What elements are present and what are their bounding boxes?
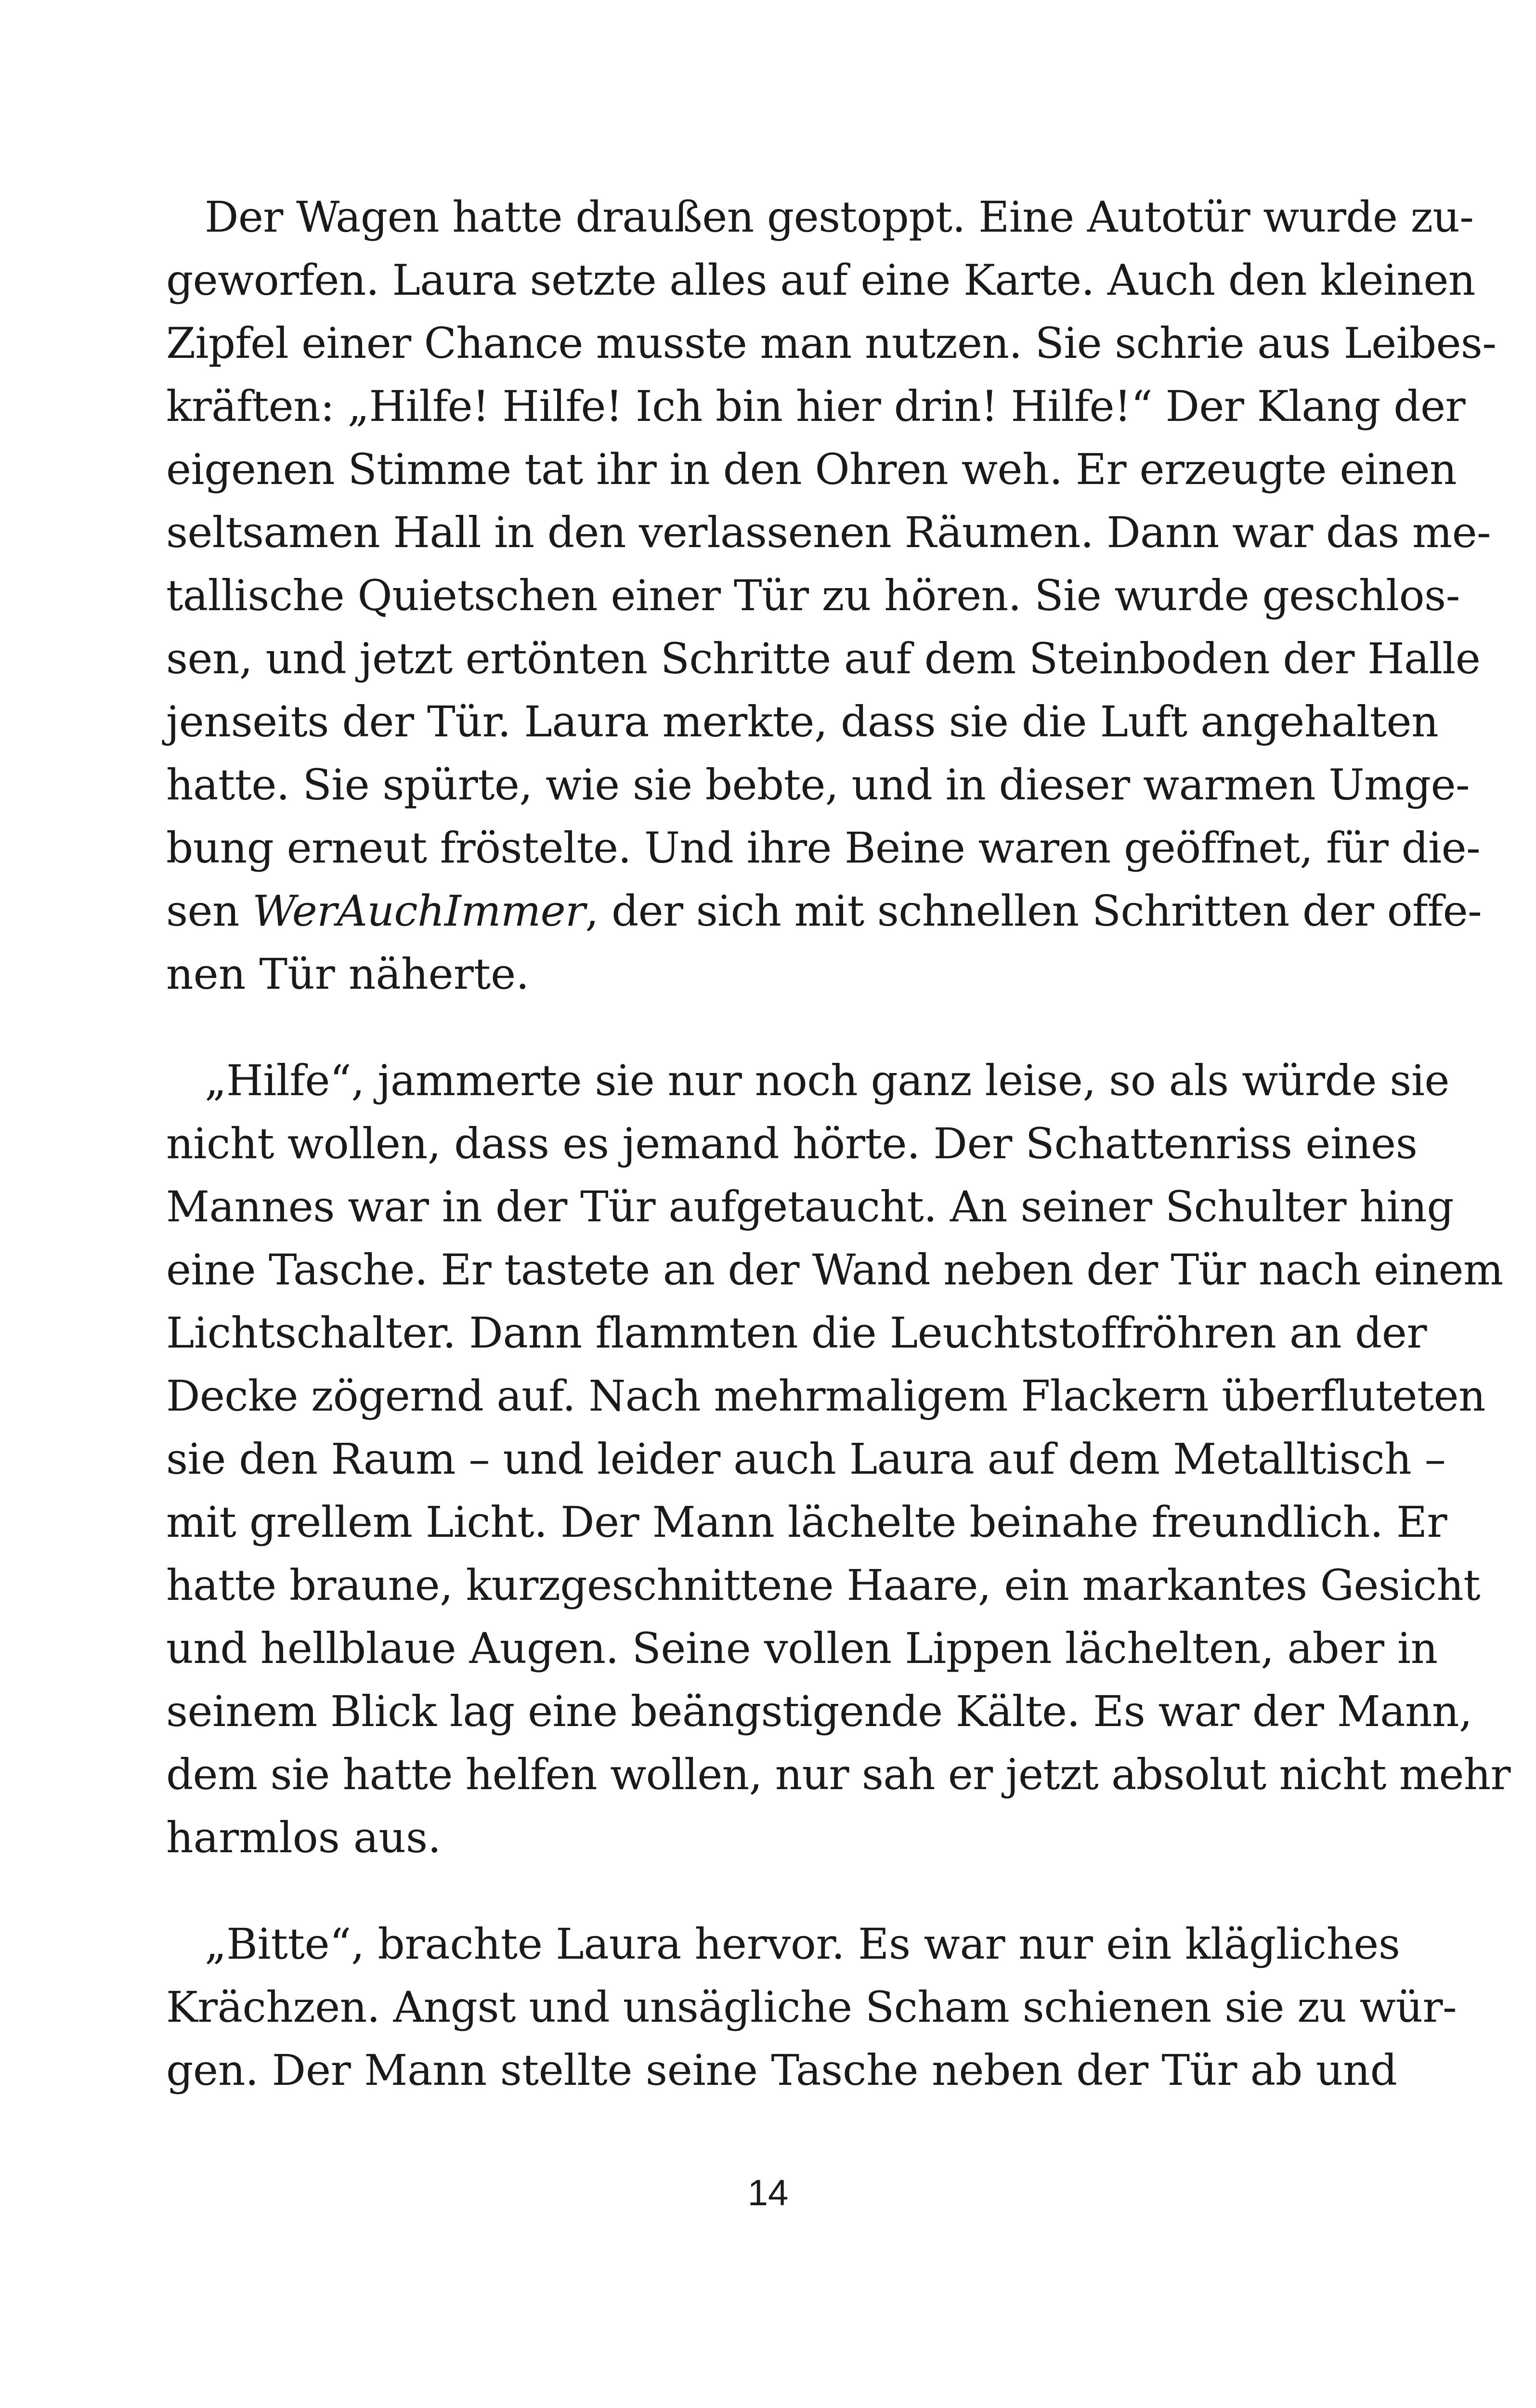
text-line: bung erneut fröstelte. Und ihre Beine waren geöffnet, für die- bbox=[166, 823, 1481, 873]
text-line: nen Tür näherte. bbox=[166, 949, 530, 999]
text-line bbox=[166, 879, 1482, 942]
text-line: nicht wollen, dass es jemand hörte. Der Schattenriss eines bbox=[166, 1119, 1418, 1168]
text-line: eine Tasche. Er tastete an der Wand neben der Tür nach einem bbox=[166, 1245, 1503, 1295]
text-line: mit grellem Licht. Der Mann lächelte beinahe freundlich. Er bbox=[166, 1497, 1447, 1547]
text-line: geworfen. Laura setzte alles auf eine Karte. Auch den kleinen bbox=[166, 255, 1475, 305]
paragraph-2 bbox=[166, 1049, 1510, 1869]
italic-name: WerAuchImmer bbox=[252, 886, 586, 936]
paragraph-3 bbox=[166, 1912, 1457, 2102]
text-line: gen. Der Mann stellte seine Tasche neben der Tür ab und bbox=[166, 2045, 1397, 2095]
text-line: jenseits der Tür. Laura merkte, dass sie die Luft angehalten bbox=[166, 697, 1439, 746]
text-line: seinem Blick lag eine beängstigende Kälte. Es war der Mann, bbox=[166, 1687, 1472, 1736]
text-line: sen, und jetzt ertönten Schritte auf dem Steinboden der Halle bbox=[166, 634, 1481, 683]
body-text bbox=[166, 185, 1510, 2145]
text-fragment: sen bbox=[166, 886, 253, 936]
text-line: und hellblaue Augen. Seine vollen Lippen lächelten, aber in bbox=[166, 1623, 1438, 1673]
text-fragment: , der sich mit schnellen Schritten der offe- bbox=[585, 886, 1482, 936]
text-line: Lichtschalter. Dann flammten die Leuchtstoffröhren an der bbox=[166, 1308, 1427, 1358]
text-line: Der Wagen hatte draußen gestoppt. Eine Autotür wurde zu- bbox=[205, 192, 1474, 242]
text-line: seltsamen Hall in den verlassenen Räumen. Dann war das me- bbox=[166, 508, 1491, 557]
text-line: kräften: „Hilfe! Hilfe! Ich bin hier drin! Hilfe!“ Der Klang der bbox=[166, 381, 1465, 431]
page-number: 14 bbox=[747, 2172, 789, 2213]
text-line: sie den Raum – und leider auch Laura auf dem Metalltisch – bbox=[166, 1434, 1446, 1484]
text-line: „Bitte“, brachte Laura hervor. Es war nur ein klägliches bbox=[205, 1919, 1400, 1969]
paragraph-1 bbox=[166, 185, 1497, 1006]
text-line: hatte braune, kurzgeschnittene Haare, ein markantes Gesicht bbox=[166, 1560, 1480, 1610]
text-line: hatte. Sie spürte, wie sie bebte, und in dieser warmen Umge- bbox=[166, 760, 1470, 810]
text-line: eigenen Stimme tat ihr in den Ohren weh. Er erzeugte einen bbox=[166, 445, 1457, 494]
text-line: Mannes war in der Tür aufgetaucht. An seiner Schulter hing bbox=[166, 1182, 1454, 1231]
text-line: tallische Quietschen einer Tür zu hören. Sie wurde geschlos- bbox=[166, 571, 1460, 620]
text-line: Krächzen. Angst und unsägliche Scham schienen sie zu wür- bbox=[166, 1982, 1457, 2032]
text-line: Decke zögernd auf. Nach mehrmaligem Flackern überfluteten bbox=[166, 1371, 1485, 1421]
text-line: „Hilfe“, jammerte sie nur noch ganz leise, so als würde sie bbox=[205, 1056, 1449, 1105]
text-line: harmlos aus. bbox=[166, 1813, 442, 1862]
text-line: Zipfel einer Chance musste man nutzen. Sie schrie aus Leibes- bbox=[166, 318, 1497, 368]
text-line: dem sie hatte helfen wollen, nur sah er jetzt absolut nicht mehr bbox=[166, 1750, 1510, 1799]
